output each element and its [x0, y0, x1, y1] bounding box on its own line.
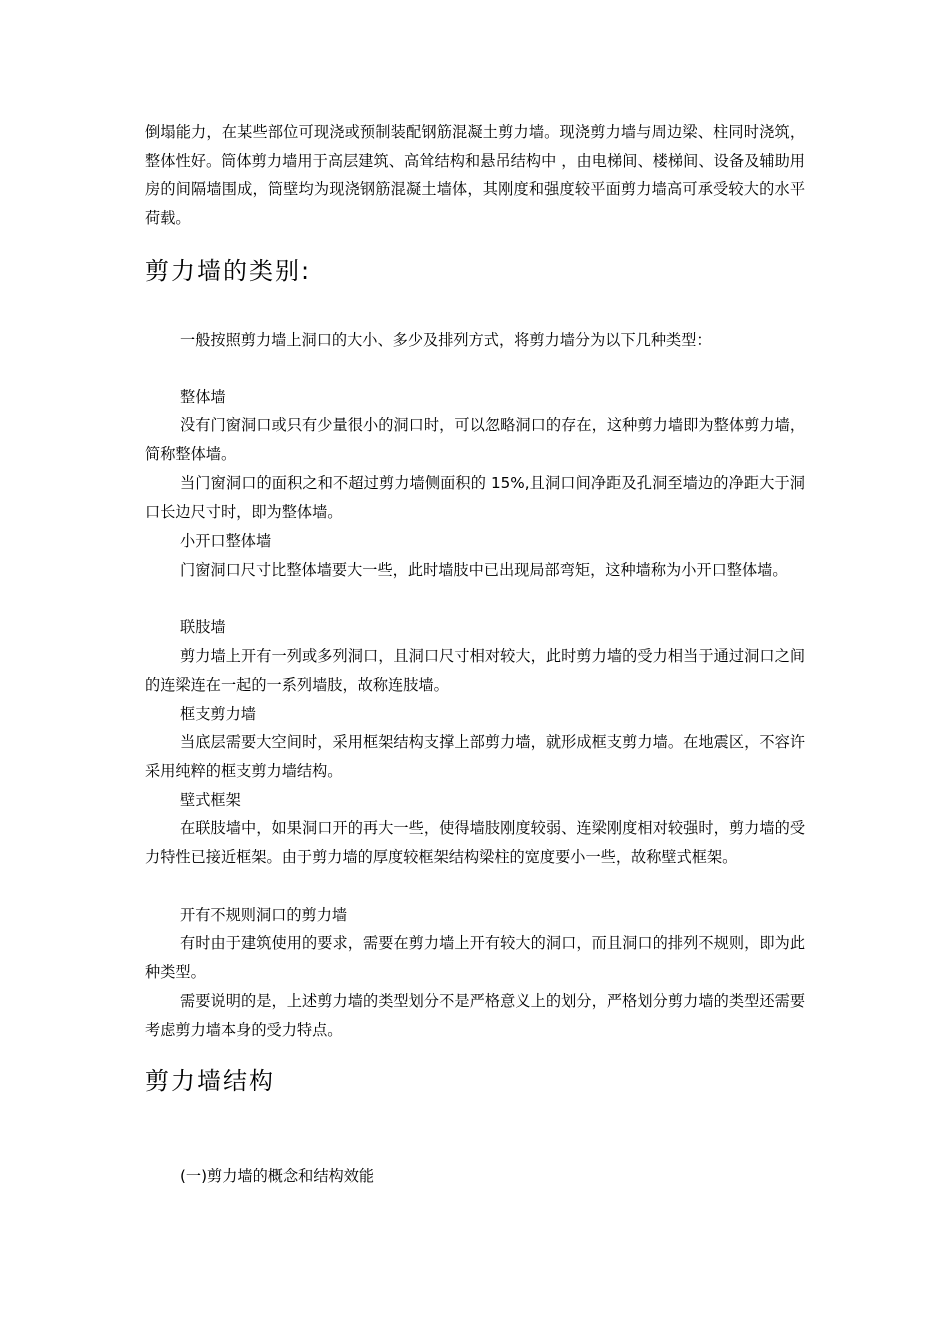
type-name-frame-supported-wall: 框支剪力墙 — [180, 705, 256, 723]
section-heading-structure: 剪力墙结构 — [145, 1067, 275, 1095]
type-paragraph: 当门窗洞口的面积之和不超过剪力墙侧面积的 15%,且洞口间净距及孔洞至墙边的净距大于洞口长边尺寸时，即为整体墙。 — [145, 474, 805, 521]
section-heading-categories: 剪力墙的类别: — [145, 257, 312, 285]
subsection-heading-concept: (一)剪力墙的概念和结构效能 — [180, 1167, 375, 1185]
type-paragraph: 当底层需要大空间时，采用框架结构支撑上部剪力墙，就形成框支剪力墙。在地震区，不容许采用纯粹的框支剪力墙结构。 — [145, 733, 805, 780]
type-name-irregular-opening-wall: 开有不规则洞口的剪力墙 — [180, 906, 348, 924]
classification-note: 需要说明的是，上述剪力墙的类型划分不是严格意义上的划分，严格划分剪力墙的类型还需要考虑剪力墙本身的受力特点。 — [145, 992, 805, 1039]
type-paragraph: 没有门窗洞口或只有少量很小的洞口时，可以忽略洞口的存在，这种剪力墙即为整体剪力墙，简称整体墙。 — [145, 416, 805, 463]
type-name-wall-frame: 壁式框架 — [180, 791, 241, 809]
type-paragraph: 门窗洞口尺寸比整体墙要大一些，此时墙肢中已出现局部弯矩，这种墙称为小开口整体墙。 — [180, 561, 788, 579]
type-paragraph: 剪力墙上开有一列或多列洞口，且洞口尺寸相对较大，此时剪力墙的受力相当于通过洞口之间的连梁连在一起的一系列墙肢，故称连肢墙。 — [145, 647, 805, 694]
intro-paragraph: 倒塌能力，在某些部位可现浇或预制装配钢筋混凝土剪力墙。现浇剪力墙与周边梁、柱同时浇筑，整体性好。筒体剪力墙用于高层建筑、高耸结构和悬吊结构中 ，由电梯间、楼梯间、设备及辅助用房的间隔墙围成，筒壁均为现浇钢筋混凝土墙体，其刚度和强度较平面剪力墙高可承受较大的水平荷载。 — [145, 123, 805, 227]
type-paragraph: 在联肢墙中，如果洞口开的再大一些，使得墙肢刚度较弱、连梁刚度相对较强时，剪力墙的受力特性已接近框架。由于剪力墙的厚度较框架结构梁柱的宽度要小一些，故称壁式框架。 — [145, 819, 805, 866]
categories-lead-paragraph: 一般按照剪力墙上洞口的大小、多少及排列方式，将剪力墙分为以下几种类型： — [180, 331, 712, 349]
type-name-coupled-wall: 联肢墙 — [180, 618, 226, 636]
type-name-integral-wall: 整体墙 — [180, 388, 226, 406]
type-paragraph: 有时由于建筑使用的要求，需要在剪力墙上开有较大的洞口，而且洞口的排列不规则，即为此种类型。 — [145, 934, 805, 981]
type-name-small-opening-wall: 小开口整体墙 — [180, 532, 272, 550]
